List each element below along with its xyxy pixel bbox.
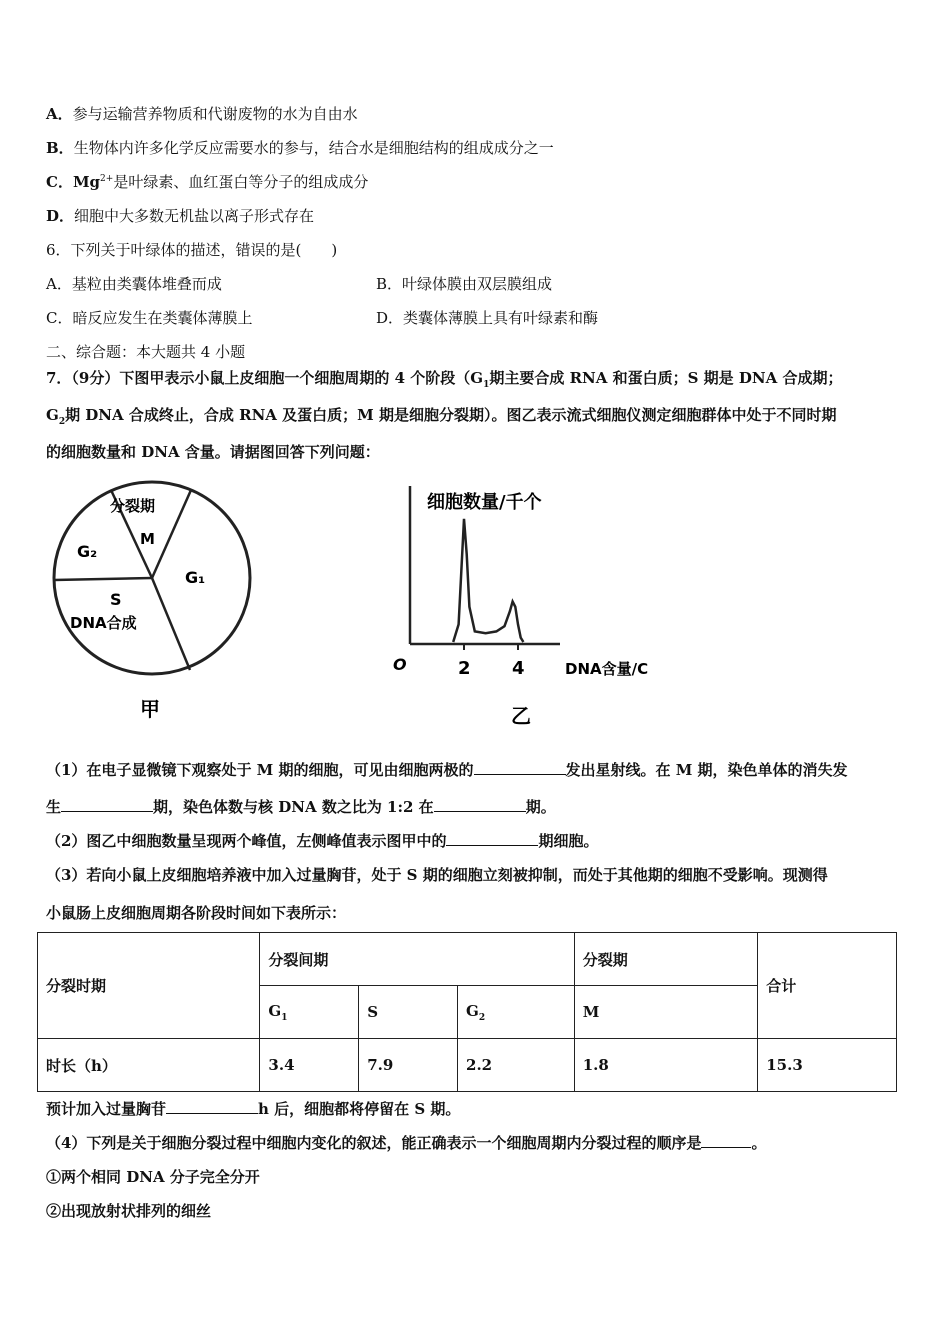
table-header-total: 合计 bbox=[758, 933, 897, 1039]
question-7-line1: 7．（9分）下图甲表示小鼠上皮细胞一个细胞周期的 4 个阶段（$G_1$期主要合成 RNA 和蛋白质；S 期是 DNA 合成期； bbox=[46, 369, 843, 390]
table-cell-total: 15.3 bbox=[758, 1039, 897, 1092]
x-tick-label-4: 4 bbox=[512, 658, 525, 679]
q7-item-1: ①两个相同 DNA 分子完全分开 bbox=[46, 1168, 260, 1186]
table-header-m: M bbox=[574, 986, 758, 1039]
q7-part3-line3: 预计加入过量胸苷 h 后，细胞都将停留在 S 期。 bbox=[46, 1100, 461, 1118]
x-axis-label: DNA含量/C bbox=[565, 660, 649, 678]
answer-blank-4[interactable] bbox=[446, 831, 538, 846]
table-cell-g1: 3.4 bbox=[260, 1039, 359, 1092]
series-line bbox=[453, 519, 523, 642]
option-5c: C．$Mg^{2+}$是叶绿素、血红蛋白等分子的组成成分 bbox=[46, 173, 369, 191]
q7-part3-line1: （3）若向小鼠上皮细胞培养液中加入过量胸苷，处于 S 期的细胞立刻被抑制，而处于其他期的细胞不受影响。现测得 bbox=[46, 866, 828, 884]
cell-cycle-table bbox=[37, 932, 897, 1092]
table-header-phase: 分裂时期 bbox=[38, 933, 260, 1039]
q7-part4: （4）下列是关于细胞分裂过程中细胞内变化的叙述，能正确表示一个细胞周期内分裂过程的顺序是 。 bbox=[46, 1134, 767, 1152]
pie-label-division: 分裂期 bbox=[110, 497, 156, 515]
table-row-label: 时长（h） bbox=[38, 1039, 260, 1092]
answer-blank-5[interactable] bbox=[166, 1099, 258, 1114]
answer-blank-3[interactable] bbox=[434, 797, 526, 812]
table-cell-s: 7.9 bbox=[359, 1039, 458, 1092]
answer-blank-6[interactable] bbox=[701, 1133, 751, 1148]
question-6-stem: 6．下列关于叶绿体的描述，错误的是( ) bbox=[46, 241, 338, 259]
table-cell-g2: 2.2 bbox=[458, 1039, 575, 1092]
pie-label-s: S bbox=[110, 590, 122, 609]
table-header-interphase: 分裂间期 bbox=[260, 933, 574, 986]
q7-item-2: ②出现放射状排列的细丝 bbox=[46, 1202, 212, 1220]
q7-part1-line1: （1）在电子显微镜下观察处于 M 期的细胞，可见由细胞两极的 发出星射线。在 M 期，染色单体的消失发 bbox=[46, 761, 848, 779]
answer-blank-1[interactable] bbox=[474, 760, 566, 775]
table-header-g1: $G_1$ bbox=[260, 986, 359, 1039]
q7-part1-line2: 生 期，染色体数与核 DNA 数之比为 1:2 在 期。 bbox=[46, 798, 556, 816]
y-axis-label: 细胞数量/千个 bbox=[427, 492, 542, 513]
table-header-division: 分裂期 bbox=[574, 933, 758, 986]
cell-cycle-pie bbox=[40, 478, 270, 728]
section-heading: 二、综合题：本大题共 4 小题 bbox=[46, 343, 246, 361]
question-7-line2: $G_2$期 DNA 合成终止，合成 RNA 及蛋白质；M 期是细胞分裂期）。图乙表示流式细胞仪测定细胞群体中处于不同时期 bbox=[46, 406, 837, 427]
table-cell-m: 1.8 bbox=[574, 1039, 758, 1092]
pie-label-m: M bbox=[140, 530, 155, 548]
answer-blank-2[interactable] bbox=[61, 797, 153, 812]
option-6c: C．暗反应发生在类囊体薄膜上 bbox=[46, 309, 253, 327]
flow-cytometry-chart bbox=[385, 478, 705, 728]
question-7-line3: 的细胞数量和 DNA 含量。请据图回答下列问题： bbox=[46, 443, 380, 461]
q7-part3-line2: 小鼠肠上皮细胞周期各阶段时间如下表所示： bbox=[46, 904, 347, 922]
table-header-g2: $G_2$ bbox=[458, 986, 575, 1039]
x-tick-label-2: 2 bbox=[458, 658, 471, 679]
pie-label-g1: G₁ bbox=[185, 568, 206, 587]
option-6a: A．基粒由类囊体堆叠而成 bbox=[46, 275, 222, 293]
option-5b: B．生物体内许多化学反应需要水的参与，结合水是细胞结构的组成成分之一 bbox=[46, 139, 554, 157]
chart-caption: 乙 bbox=[511, 704, 531, 728]
table-header-s: S bbox=[359, 986, 458, 1039]
option-5d: D．细胞中大多数无机盐以离子形式存在 bbox=[46, 207, 315, 225]
q7-part2: （2）图乙中细胞数量呈现两个峰值，左侧峰值表示图甲中的 期细胞。 bbox=[46, 832, 599, 850]
pie-label-g2: G₂ bbox=[77, 542, 98, 561]
option-6b: B．叶绿体膜由双层膜组成 bbox=[376, 275, 553, 293]
pie-caption: 甲 bbox=[140, 697, 160, 721]
option-5a: A．参与运输营养物质和代谢废物的水为自由水 bbox=[46, 105, 358, 123]
option-6d: D．类囊体薄膜上具有叶绿素和酶 bbox=[376, 309, 599, 327]
pie-label-dna-synthesis: DNA合成 bbox=[70, 614, 137, 632]
origin-label: O bbox=[393, 655, 407, 674]
